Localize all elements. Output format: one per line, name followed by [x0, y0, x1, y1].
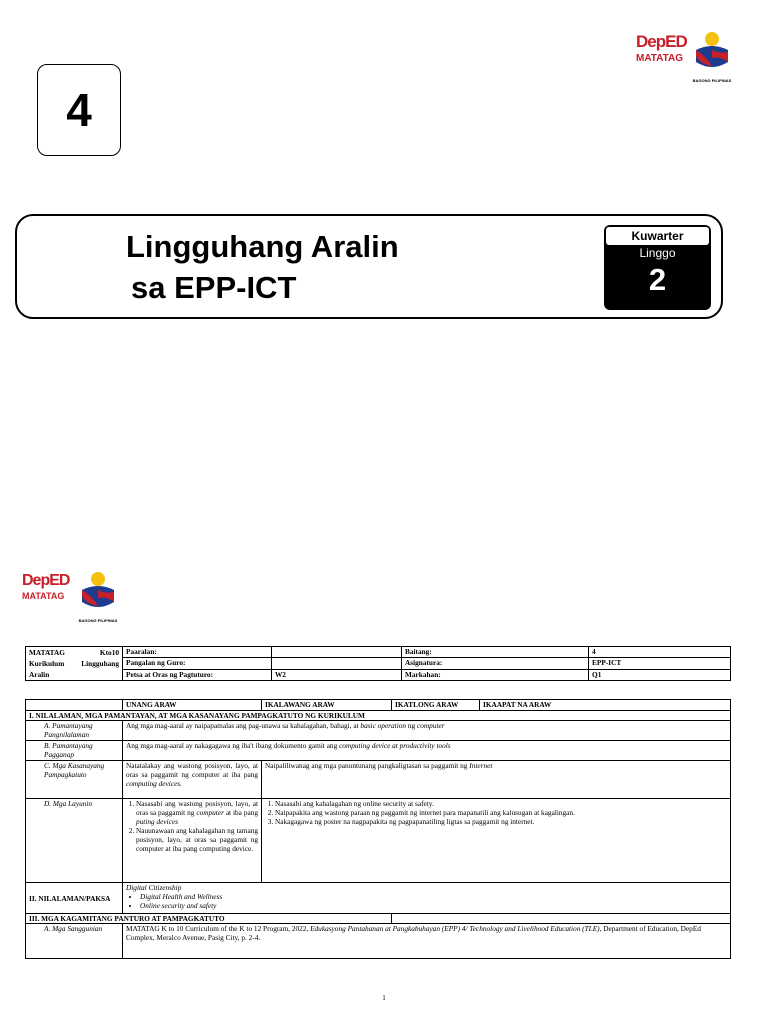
- days-corner: [26, 700, 123, 711]
- kasanayang-day2: Naipaliliwanag ang mga panuntunang pangkaligtasan sa paggamit ng Internet: [262, 761, 731, 799]
- pamantayang-pagganap-text: Ang mga mag-aaral ay nakagagawa ng iba't ibang dokumento gamit ang computing device at productivity tools: [123, 741, 731, 761]
- guro-label: Pangalan ng Guro:: [123, 658, 272, 669]
- curriculum-cell: MATATAG Kto10 Kurikulum Lingguhang Aralin: [26, 647, 123, 681]
- section-3-heading-empty: [392, 914, 731, 924]
- kasanayang-day1: Natatalakay ang wastong posisyon, layo, at oras sa paggamit ng computer at iba pang computing devices.: [123, 761, 262, 799]
- day-2-header: IKALAWANG ARAW: [262, 700, 392, 711]
- header-table: [25, 646, 731, 681]
- bagong-pilipinas-logo-small: BAGONG PILIPINAS: [78, 566, 118, 616]
- sanggunian-label: A. Mga Sanggunian: [26, 924, 123, 959]
- paaralan-value[interactable]: [272, 647, 402, 658]
- lesson-table: [25, 699, 731, 959]
- page-number: 1: [382, 994, 386, 1002]
- layunin-day1-item-2: 2. Nauunawaan ang kahalagahan ng tamang posisyon, layo, at oras sa paggamit ng computer at iba pang computing device.: [136, 826, 258, 853]
- sanggunian-text: MATATAG K to 10 Curriculum of the K to 12 Program, 2022, Edukasyong Pantahanan at Pangkabuhayan (EPP) 4/ Technology and Livelihood Education (TLE), Department of Education, DepEd Complex, Meralco Avenue, Pasig City, p. 2-4.: [123, 924, 731, 959]
- asignatura-value: EPP-ICT: [589, 658, 731, 669]
- mga-layunin-label: D. Mga Layunin: [26, 799, 123, 883]
- topic-item-2: • Online security and safety: [140, 901, 727, 910]
- title-line-1: Lingguhang Aralin: [126, 229, 399, 264]
- kuwarter-label: Kuwarter: [606, 227, 709, 245]
- markahan-value: Q1: [589, 669, 731, 680]
- day-1-header: UNANG ARAW: [123, 700, 262, 711]
- grade-box: [37, 64, 121, 156]
- nilalaman-paksa-label: II. NILALAMAN/PAKSA: [26, 883, 123, 914]
- pamantayang-pagganap-label: B. Pamantayang Pagganap: [26, 741, 123, 761]
- title-line-2: sa EPP-ICT: [131, 270, 297, 305]
- layunin-day2-item-2: 2. Naipapakita ang wastong paraan ng paggamit ng internet para mapanatili ang kalusugan at kagalingan.: [275, 808, 727, 817]
- day-3-header: IKATLONG ARAW: [392, 700, 480, 711]
- petsa-label: Petsa at Oras ng Pagtuturo:: [123, 669, 272, 680]
- deped-logo: DepED MATATAG: [636, 32, 687, 64]
- week-number: 2: [648, 262, 667, 297]
- guro-value[interactable]: [272, 658, 402, 669]
- section-3-heading: III. MGA KAGAMITANG PANTURO AT PAMPAGKATUTO: [26, 914, 392, 924]
- grade-number: 4: [66, 84, 92, 136]
- layunin-day1: [123, 799, 262, 883]
- layunin-day2-item-3: 3. Nakagagawa ng poster na nagpapakita ng pagpapanatiling ligtas sa paggamit ng internet.: [275, 817, 727, 826]
- pamantayang-pangnilalaman-text: Ang mga mag-aaral ay naipapamalas ang pag-unawa sa kahalagahan, bahagi, at basic operation ng computer: [123, 721, 731, 741]
- topic-item-1: • Digital Health and Wellness: [140, 892, 727, 901]
- asignatura-label: Asignatura:: [402, 658, 589, 669]
- petsa-value: W2: [272, 669, 402, 680]
- linggo-label: Linggo: [639, 246, 676, 260]
- deped-logo-small: DepED MATATAG: [22, 572, 70, 601]
- kasanayang-pampagkatuto-label: C. Mga Kasanayang Pampagkatuto: [26, 761, 123, 799]
- pamantayang-pangnilalaman-label: A. Pamantayang Pangnilalaman: [26, 721, 123, 741]
- layunin-day1-item-1: 1. Nasasabi ang wastong posisyon, layo, at oras sa paggamit ng computer at iba pang puting devices: [136, 799, 258, 826]
- topic-title: Digital Citizenship: [126, 883, 182, 892]
- section-1-heading: I. NILALAMAN, MGA PAMANTAYAN, AT MGA KASANAYANG PAMPAGKATUTO NG KURIKULUM: [26, 711, 731, 721]
- baitang-value: 4: [589, 647, 731, 658]
- layunin-day2-item-1: 1. Nasasabi ang kahalagahan ng online security at safety.: [275, 799, 727, 808]
- bagong-pilipinas-logo: BAGONG PILIPINAS: [692, 26, 732, 76]
- paaralan-label: Paaralan:: [123, 647, 272, 658]
- layunin-day2: [262, 799, 731, 883]
- baitang-label: Baitang:: [402, 647, 589, 658]
- nilalaman-paksa-content: [123, 883, 731, 914]
- day-4-header: IKAAPAT NA ARAW: [480, 700, 731, 711]
- markahan-label: Markahan:: [402, 669, 589, 680]
